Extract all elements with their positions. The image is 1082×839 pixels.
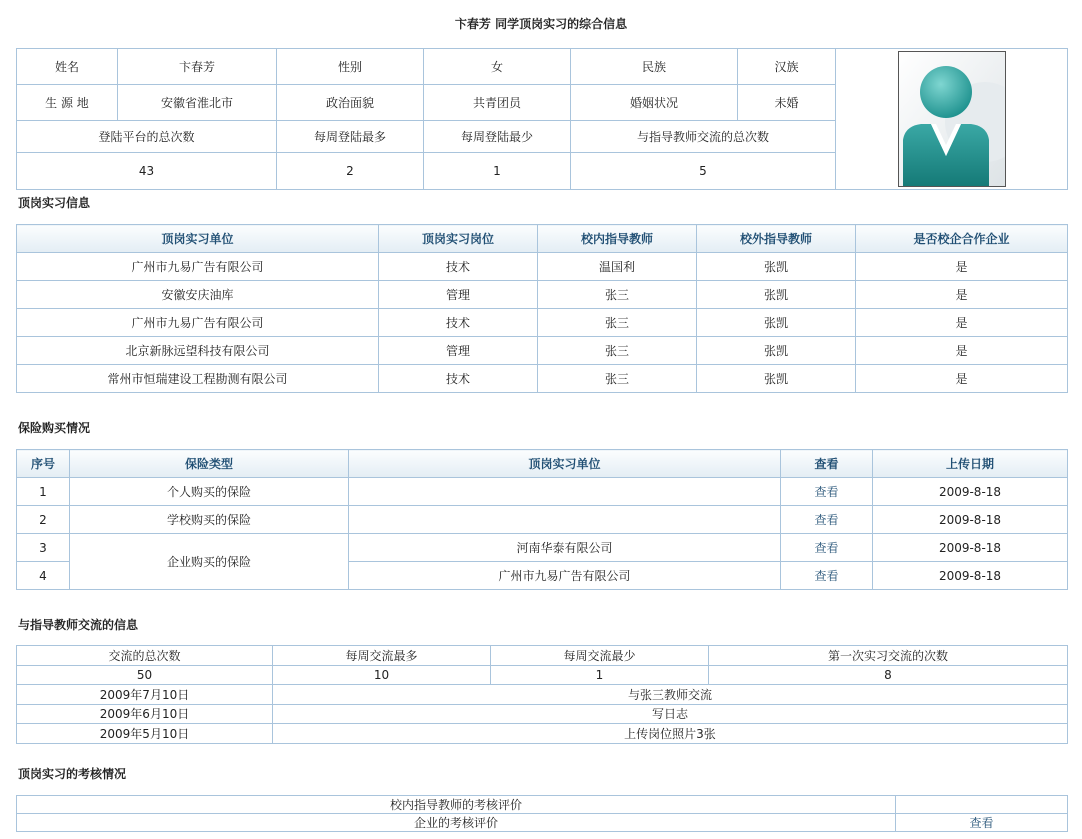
view-link[interactable]: 查看 (781, 506, 873, 534)
table-row (17, 253, 1068, 281)
inner-teacher: 张三 (538, 309, 697, 337)
teacher-exchange-value: 5 (571, 153, 836, 190)
cooperation-flag: 是 (856, 253, 1068, 281)
weekly-max-value: 2 (277, 153, 424, 190)
table-row (17, 506, 1068, 534)
internship-header-row (17, 225, 1068, 253)
exchange-log-date: 2009年6月10日 (17, 704, 273, 724)
political-label: 政治面貌 (277, 85, 424, 121)
insurance-unit: 河南华泰有限公司 (349, 534, 781, 562)
cooperation-flag: 是 (856, 365, 1068, 393)
outer-teacher: 张凯 (697, 281, 856, 309)
table-row (17, 309, 1068, 337)
table-row (17, 534, 1068, 562)
exchange-weekly-min-value: 1 (491, 665, 709, 685)
exchange-total-label: 交流的总次数 (17, 646, 273, 666)
internship-unit: 广州市九易广告有限公司 (17, 253, 379, 281)
exchange-log-content: 写日志 (273, 704, 1068, 724)
insurance-type: 个人购买的保险 (70, 478, 349, 506)
name-value: 卞春芳 (118, 49, 277, 85)
internship-unit: 常州市恒瑞建设工程勘测有限公司 (17, 365, 379, 393)
assessment-label: 企业的考核评价 (17, 814, 896, 832)
col-header-insurance-type: 保险类型 (70, 450, 349, 478)
insurance-section-title: 保险购买情况 (18, 421, 91, 435)
exchange-section-title: 与指导教师交流的信息 (18, 618, 139, 632)
exchange-log-content: 上传岗位照片3张 (273, 724, 1068, 744)
internship-post: 技术 (379, 309, 538, 337)
internship-section-title: 顶岗实习信息 (18, 196, 91, 210)
row-number: 3 (17, 534, 70, 562)
gender-label: 性别 (277, 49, 424, 85)
exchange-weekly-min-label: 每周交流最少 (491, 646, 709, 666)
upload-date: 2009-8-18 (873, 478, 1068, 506)
col-header-post: 顶岗实习岗位 (379, 225, 538, 253)
col-header-unit: 顶岗实习单位 (17, 225, 379, 253)
internship-post: 管理 (379, 281, 538, 309)
user-avatar-icon (898, 51, 1006, 187)
insurance-type: 企业购买的保险 (70, 534, 349, 590)
outer-teacher: 张凯 (697, 365, 856, 393)
origin-value: 安徽省淮北市 (118, 85, 277, 121)
assessment-table (16, 795, 1068, 832)
exchange-log-date: 2009年5月10日 (17, 724, 273, 744)
inner-teacher: 张三 (538, 337, 697, 365)
col-header-no: 序号 (17, 450, 70, 478)
exchange-weekly-max-label: 每周交流最多 (273, 646, 491, 666)
col-header-upload-date: 上传日期 (873, 450, 1068, 478)
exchange-log-row (17, 704, 1068, 724)
internship-table (16, 224, 1068, 393)
ethnicity-value: 汉族 (738, 49, 836, 85)
row-number: 1 (17, 478, 70, 506)
insurance-unit (349, 506, 781, 534)
internship-unit: 北京新脉远望科技有限公司 (17, 337, 379, 365)
gender-value: 女 (424, 49, 571, 85)
col-header-outer-teacher: 校外指导教师 (697, 225, 856, 253)
table-row (17, 478, 1068, 506)
exchange-log-content: 与张三教师交流 (273, 685, 1068, 705)
cooperation-flag: 是 (856, 281, 1068, 309)
name-label: 姓名 (17, 49, 118, 85)
assessment-section-title: 顶岗实习的考核情况 (18, 767, 127, 781)
internship-unit: 安徽安庆油库 (17, 281, 379, 309)
assessment-label: 校内指导教师的考核评价 (17, 796, 896, 814)
outer-teacher: 张凯 (697, 337, 856, 365)
marital-label: 婚姻状况 (571, 85, 738, 121)
internship-post: 技术 (379, 253, 538, 281)
exchange-total-value: 50 (17, 665, 273, 685)
exchange-log-row (17, 685, 1068, 705)
view-link[interactable]: 查看 (781, 478, 873, 506)
view-link[interactable]: 查看 (781, 562, 873, 590)
insurance-type: 学校购买的保险 (70, 506, 349, 534)
cooperation-flag: 是 (856, 309, 1068, 337)
inner-teacher: 张三 (538, 281, 697, 309)
assessment-view-link[interactable] (896, 796, 1068, 814)
insurance-unit (349, 478, 781, 506)
internship-post: 管理 (379, 337, 538, 365)
login-total-label: 登陆平台的总次数 (17, 121, 277, 153)
upload-date: 2009-8-18 (873, 506, 1068, 534)
weekly-min-value: 1 (424, 153, 571, 190)
ethnicity-label: 民族 (571, 49, 738, 85)
exchange-log-row (17, 724, 1068, 744)
weekly-max-label: 每周登陆最多 (277, 121, 424, 153)
col-header-inner-teacher: 校内指导教师 (538, 225, 697, 253)
exchange-log-date: 2009年7月10日 (17, 685, 273, 705)
outer-teacher: 张凯 (697, 309, 856, 337)
assessment-row (17, 814, 1068, 832)
exchange-weekly-max-value: 10 (273, 665, 491, 685)
teacher-exchange-label: 与指导教师交流的总次数 (571, 121, 836, 153)
inner-teacher: 张三 (538, 365, 697, 393)
table-row (17, 365, 1068, 393)
table-row (17, 337, 1068, 365)
view-link[interactable]: 查看 (781, 534, 873, 562)
marital-value: 未婚 (738, 85, 836, 121)
outer-teacher: 张凯 (697, 253, 856, 281)
row-number: 2 (17, 506, 70, 534)
insurance-header-row (17, 450, 1068, 478)
internship-unit: 广州市九易广告有限公司 (17, 309, 379, 337)
login-total-value: 43 (17, 153, 277, 190)
inner-teacher: 温国利 (538, 253, 697, 281)
col-header-insurance-unit: 顶岗实习单位 (349, 450, 781, 478)
upload-date: 2009-8-18 (873, 534, 1068, 562)
cooperation-flag: 是 (856, 337, 1068, 365)
student-profile-table (16, 48, 1068, 190)
exchange-first-count-value: 8 (709, 665, 1068, 685)
exchange-first-count-label: 第一次实习交流的次数 (709, 646, 1068, 666)
insurance-table (16, 449, 1068, 590)
weekly-min-label: 每周登陆最少 (424, 121, 571, 153)
col-header-cooperation: 是否校企合作企业 (856, 225, 1068, 253)
teacher-exchange-table (16, 645, 1068, 744)
assessment-row (17, 796, 1068, 814)
origin-label: 生 源 地 (17, 85, 118, 121)
upload-date: 2009-8-18 (873, 562, 1068, 590)
photo-cell (836, 49, 1068, 190)
internship-post: 技术 (379, 365, 538, 393)
table-row (17, 281, 1068, 309)
row-number: 4 (17, 562, 70, 590)
page-title: 卞春芳 同学顶岗实习的综合信息 (454, 17, 628, 31)
col-header-view: 查看 (781, 450, 873, 478)
assessment-view-link[interactable]: 查看 (896, 814, 1068, 832)
insurance-unit: 广州市九易广告有限公司 (349, 562, 781, 590)
political-value: 共青团员 (424, 85, 571, 121)
